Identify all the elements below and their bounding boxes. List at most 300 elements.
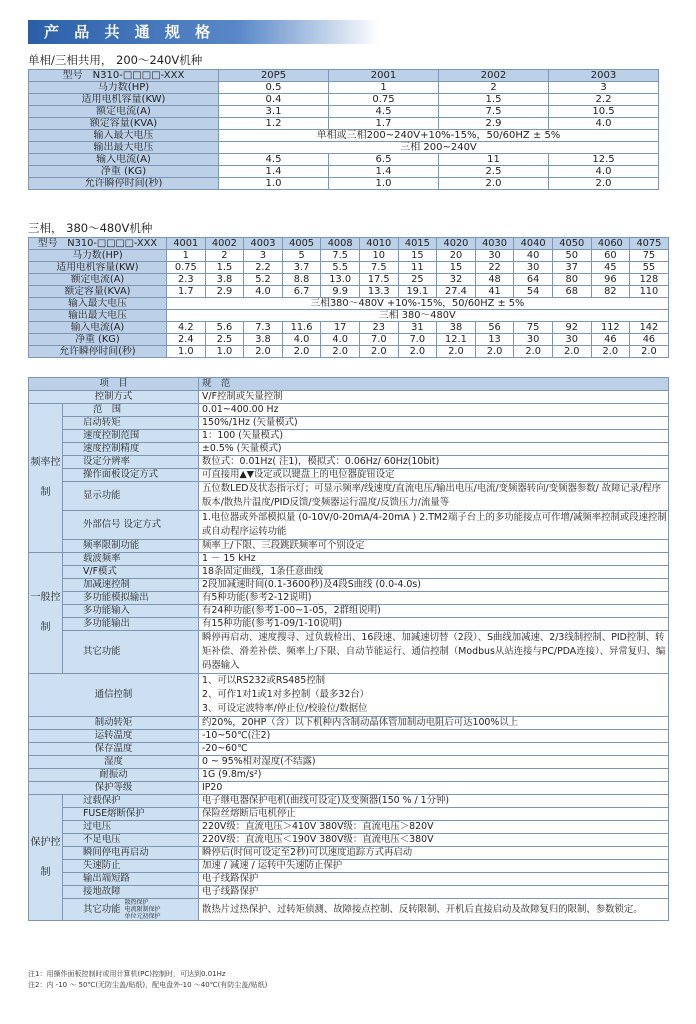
row-label-cell: 输入电流(A) xyxy=(29,322,167,334)
value-cell: 2.2 xyxy=(549,94,659,106)
model-cell: 4040 xyxy=(514,238,553,250)
value-cell: 75 xyxy=(630,250,669,262)
table-row xyxy=(29,334,669,346)
value-cell: 17 xyxy=(321,322,360,334)
table-row xyxy=(29,456,669,469)
footnote-2: 注2：内 -10 ～ 50℃(无防尘盖/贴纸)，配电盘外-10 ～40℃(有防尘盖/贴纸) xyxy=(28,981,268,989)
value-cell: 1.7 xyxy=(167,286,206,298)
spec-label: 设定分辨率 xyxy=(63,456,199,469)
value-cell: 5.6 xyxy=(205,322,244,334)
value-cell: 75 xyxy=(514,322,553,334)
table-row xyxy=(29,166,659,178)
spec-label-text: 过电压 xyxy=(83,821,112,832)
value-cell: 0.5 xyxy=(219,82,329,94)
value-cell: 82 xyxy=(591,286,630,298)
row-label-cell: 输入最大电压 xyxy=(29,130,219,142)
section2-title: 三相， 380～480V机种 xyxy=(28,221,153,235)
value-cell: 13.0 xyxy=(321,274,360,286)
spec-label-text: 其它功能 xyxy=(83,904,121,915)
spec-label xyxy=(63,795,199,808)
table-row xyxy=(29,873,669,886)
table-row xyxy=(29,717,669,730)
value-cell: 2 xyxy=(439,82,549,94)
value-cell: 80 xyxy=(552,274,591,286)
spec-value: 保险丝熔断后电机停止 xyxy=(199,808,669,821)
value-cell: 2.0 xyxy=(475,346,514,358)
spec-label: 控制方式 xyxy=(29,391,199,404)
value-cell: 1.5 xyxy=(205,262,244,274)
row-label-cell: 净重 (KG) xyxy=(29,166,219,178)
table-row xyxy=(29,417,669,430)
table-row xyxy=(29,592,669,605)
model-cell: 4030 xyxy=(475,238,514,250)
value-cell: 2.0 xyxy=(552,346,591,358)
value-cell: 30 xyxy=(514,334,553,346)
footnotes xyxy=(28,969,267,991)
value-cell: 1.0 xyxy=(219,178,329,190)
spec-label-text: 接地故障 xyxy=(83,886,121,897)
spec-label-text: FUSE熔断保护 xyxy=(83,808,145,819)
row-label-cell: 净重 (KG) xyxy=(29,334,167,346)
spec-value: 1 － 15 kHz xyxy=(199,553,669,566)
value-cell: 48 xyxy=(475,274,514,286)
row-label-cell: 额定容量(KVA) xyxy=(29,118,219,130)
spec-label: 湿度 xyxy=(29,756,199,769)
model-cell: 4075 xyxy=(630,238,669,250)
value-cell: 1.4 xyxy=(219,166,329,178)
value-cell: 38 xyxy=(437,322,476,334)
spec-value: ±0.5% (矢量模式) xyxy=(199,443,669,456)
table-row xyxy=(29,769,669,782)
table-row xyxy=(29,511,669,540)
spec-table-400v xyxy=(28,237,669,358)
general-group-label: 一般控制 xyxy=(29,553,63,674)
value-cell: 4.0 xyxy=(244,286,283,298)
value-cell: 9.9 xyxy=(321,286,360,298)
value-cell: 31 xyxy=(398,322,437,334)
value-cell: 12.5 xyxy=(549,154,659,166)
value-cell: 2.4 xyxy=(167,334,206,346)
value-cell: 15 xyxy=(437,262,476,274)
value-cell: 56 xyxy=(475,322,514,334)
value-cell: 7.3 xyxy=(244,322,283,334)
value-cell: 1.5 xyxy=(439,94,549,106)
spec-value: 瞬停再启动、速度搜寻、过负载检出、16段速、加减速切替（2段）、S曲线加减速、2/3线制控制、PID控制、转矩补偿、滑差补偿、频率上/下限、自动节能运行、通信控制（Modbus从站连接与PC/PDA连接）、异常复归、编码器输入 xyxy=(199,631,669,674)
protect-group-label: 保护控制 xyxy=(29,795,63,921)
spec-label xyxy=(63,899,199,921)
value-cell: 2.3 xyxy=(167,274,206,286)
value-cell: 11 xyxy=(398,262,437,274)
value-cell: 2.2 xyxy=(244,262,283,274)
model-cell: 4005 xyxy=(282,238,321,250)
value-cell: 30 xyxy=(475,250,514,262)
table-row xyxy=(29,378,669,391)
spec-label xyxy=(63,834,199,847)
value-cell: 96 xyxy=(591,274,630,286)
value-cell: 2.0 xyxy=(630,346,669,358)
value-cell: 4.0 xyxy=(549,166,659,178)
table-row xyxy=(29,298,669,310)
spec-label xyxy=(63,886,199,899)
sub-label: 散热保护 xyxy=(124,899,149,906)
table-row xyxy=(29,605,669,618)
value-cell: 40 xyxy=(514,250,553,262)
row-label-cell: 适用电机容量(KW) xyxy=(29,262,167,274)
row-label-cell: 额定电流(A) xyxy=(29,106,219,118)
value-cell: 0.75 xyxy=(329,94,439,106)
value-cell: 1.4 xyxy=(329,166,439,178)
spec-value: 五位数LED及状态指示灯；可显示频率/线速度/直流电压/输出电压/电流/变频器转向/变频器参数/ 故障记录/程序版本/散热片温度/PID反馈/变频器运行温度/反馈压力/流量等 xyxy=(199,482,669,511)
model-cell: 4003 xyxy=(244,238,283,250)
model-cell: 4001 xyxy=(167,238,206,250)
model-cell: 4015 xyxy=(398,238,437,250)
spec-value: 有24种功能(参考1-00~1-05，2群组说明) xyxy=(199,605,669,618)
table-row xyxy=(29,808,669,821)
value-cell: 60 xyxy=(591,250,630,262)
value-cell: 3.8 xyxy=(244,334,283,346)
spec-value: 18条固定曲线，1条任意曲线 xyxy=(199,566,669,579)
model-cell: 2001 xyxy=(329,70,439,82)
spec-label: V/F模式 xyxy=(63,566,199,579)
value-cell: 2.0 xyxy=(549,178,659,190)
spec-label xyxy=(63,847,199,860)
spec-label xyxy=(63,873,199,886)
value-cell: 37 xyxy=(552,262,591,274)
spec-label-text: 输出端短路 xyxy=(83,873,130,884)
model-cell: 20P5 xyxy=(219,70,329,82)
spec-value: 散热片过热保护、过转矩侦测、故障接点控制、反转限制、开机后直接启动及故障复归的限制、参数锁定。 xyxy=(199,899,669,921)
value-cell: 2.0 xyxy=(439,178,549,190)
table-row xyxy=(29,391,669,404)
value-cell: 1 xyxy=(167,250,206,262)
spec-value: 1G (9.8m/s²) xyxy=(199,769,669,782)
spec-value: 220V级：直流电压＜190V 380V级：直流电压＜380V xyxy=(199,834,669,847)
value-cell: 45 xyxy=(591,262,630,274)
spec-label: 外部信号 设定方式 xyxy=(63,511,199,540)
value-cell: 1 xyxy=(329,82,439,94)
value-cell: 128 xyxy=(630,274,669,286)
value-cell: 92 xyxy=(552,322,591,334)
value-cell: 20 xyxy=(437,250,476,262)
table-row xyxy=(29,618,669,631)
value-cell: 112 xyxy=(591,322,630,334)
value-cell: 2.9 xyxy=(439,118,549,130)
value-cell: 30 xyxy=(552,334,591,346)
table-row xyxy=(29,82,659,94)
spec-label-text: 瞬间停电再启动 xyxy=(83,847,149,858)
table-row xyxy=(29,469,669,482)
spec-value: 电子线路保护 xyxy=(199,886,669,899)
row-label-cell: 额定电流(A) xyxy=(29,274,167,286)
value-cell: 3.8 xyxy=(205,274,244,286)
row-label-cell: 输出最大电压 xyxy=(29,310,167,322)
spec-table-200v xyxy=(28,69,659,190)
value-cell: 15 xyxy=(398,250,437,262)
value-cell: 4.2 xyxy=(167,322,206,334)
value-cell: 1.0 xyxy=(205,346,244,358)
value-cell: 2.0 xyxy=(282,346,321,358)
value-cell: 4.0 xyxy=(321,334,360,346)
value-cell: 1.0 xyxy=(329,178,439,190)
spec-value: 2段加减速时间(0.1-3600秒)及4段S曲线 (0.0-4.0s) xyxy=(199,579,669,592)
value-cell: 2.0 xyxy=(398,346,437,358)
value-cell: 8.8 xyxy=(282,274,321,286)
spec-value: 可直接用▲▼设定或以键盘上的电位器旋钮设定 xyxy=(199,469,669,482)
value-cell: 13.3 xyxy=(359,286,398,298)
model-cell: 2003 xyxy=(549,70,659,82)
table-row xyxy=(29,579,669,592)
value-cell: 4.0 xyxy=(549,118,659,130)
value-cell: 2.0 xyxy=(244,346,283,358)
value-cell: 55 xyxy=(630,262,669,274)
spec-label: 频率限制功能 xyxy=(63,540,199,553)
table-row xyxy=(29,404,669,417)
value-cell: 11.6 xyxy=(282,322,321,334)
spec-value: V/F控制或矢量控制 xyxy=(199,391,669,404)
value-cell: 7.5 xyxy=(359,262,398,274)
value-cell: 7.5 xyxy=(439,106,549,118)
value-cell: 30 xyxy=(514,262,553,274)
table-row xyxy=(29,821,669,834)
freq-group-label: 频率控制 xyxy=(29,404,63,553)
value-cell: 0.75 xyxy=(167,262,206,274)
value-cell: 41 xyxy=(475,286,514,298)
spec-label: 保存温度 xyxy=(29,743,199,756)
spec-value: 1.电位器或外部模拟量 (0-10V/0-20mA/4-20mA ) 2.TM2端子台上的多功能接点可作增/减频率控制或段速控制或自动程序运转功能 xyxy=(199,511,669,540)
row-label-cell: 马力数(HP) xyxy=(29,82,219,94)
row-label-cell: 输入电流(A) xyxy=(29,154,219,166)
comm-value xyxy=(199,674,669,717)
value-cell: 3.7 xyxy=(282,262,321,274)
spec-value: 1：100 (矢量模式) xyxy=(199,430,669,443)
value-cell: 13 xyxy=(475,334,514,346)
sub-label: 单位元初保护 xyxy=(124,913,161,920)
spec-label xyxy=(63,860,199,873)
model-label-cell: 型号 N310-□□□□-XXX xyxy=(29,70,219,82)
row-label-cell: 输入最大电压 xyxy=(29,298,167,310)
spec-label: 速度控制范围 xyxy=(63,430,199,443)
spec-value: 有15种功能(参考1-09/1-10说明) xyxy=(199,618,669,631)
spec-label: 启动转矩 xyxy=(63,417,199,430)
spec-value: 频率上/下限、三段跳跃频率可个别设定 xyxy=(199,540,669,553)
value-cell: 54 xyxy=(514,286,553,298)
row-label-cell: 马力数(HP) xyxy=(29,250,167,262)
value-cell: 64 xyxy=(514,274,553,286)
value-cell: 6.7 xyxy=(282,286,321,298)
spec-value: -20~60℃ xyxy=(199,743,669,756)
table-row xyxy=(29,310,669,322)
value-cell: 0.4 xyxy=(219,94,329,106)
spec-label: 范 围 xyxy=(63,404,199,417)
value-cell: 46 xyxy=(630,334,669,346)
row-label-cell: 允许瞬停时间(秒) xyxy=(29,346,167,358)
table-row xyxy=(29,631,669,674)
spec-label: 其它功能 xyxy=(63,631,199,674)
spec-value: 有5种功能(参考2-12说明) xyxy=(199,592,669,605)
table-row xyxy=(29,782,669,795)
spec-label: 耐振动 xyxy=(29,769,199,782)
comm-line: 3、可设定波特率/停止位/校验位/数据位 xyxy=(202,703,368,714)
value-cell: 1.0 xyxy=(167,346,206,358)
comm-line: 2、可作1对1或1对多控制（最多32台） xyxy=(202,689,370,700)
value-cell: 110 xyxy=(630,286,669,298)
value-cell: 2.9 xyxy=(205,286,244,298)
row-label-cell: 输出最大电压 xyxy=(29,142,219,154)
value-cell: 11 xyxy=(439,154,549,166)
spec-label: 多功能模拟输出 xyxy=(63,592,199,605)
value-cell: 1.7 xyxy=(329,118,439,130)
value-cell: 68 xyxy=(552,286,591,298)
model-label-cell: 型号 N310-□□□□-XXX xyxy=(29,238,167,250)
table-row xyxy=(29,178,659,190)
table-row xyxy=(29,860,669,873)
value-cell: 4.5 xyxy=(329,106,439,118)
table-row xyxy=(29,834,669,847)
table-row xyxy=(29,566,669,579)
table-row xyxy=(29,346,669,358)
footnote-1: 注1：用操作面板控制时或用计算机(PC)控制时，可达到0.01Hz xyxy=(28,970,226,978)
table-row xyxy=(29,553,669,566)
value-cell: 2.0 xyxy=(359,346,398,358)
spec-value: 约20%，20HP（含）以下机种内含制动晶体管加制动电阻后可达100%以上 xyxy=(199,717,669,730)
row-label-cell: 额定容量(KVA) xyxy=(29,286,167,298)
value-cell: 3.1 xyxy=(219,106,329,118)
spec-value: 瞬停后(时间可设定至2秒)可以速度追踪方式再启动 xyxy=(199,847,669,860)
model-cell: 4010 xyxy=(359,238,398,250)
value-cell: 2 xyxy=(205,250,244,262)
table-row xyxy=(29,118,659,130)
model-cell: 4002 xyxy=(205,238,244,250)
spec-label: 运转温度 xyxy=(29,730,199,743)
value-cell: 5.2 xyxy=(244,274,283,286)
table-row xyxy=(29,286,669,298)
value-cell: 10 xyxy=(359,250,398,262)
page-title: 产 品 共 通 规 格 xyxy=(28,20,380,44)
spec-label: 多功能输入 xyxy=(63,605,199,618)
table-row xyxy=(29,482,669,511)
spec-value: IP20 xyxy=(199,782,669,795)
spec-head-item: 项 目 xyxy=(29,378,199,391)
value-cell: 46 xyxy=(591,334,630,346)
value-cell: 6.5 xyxy=(329,154,439,166)
span-value-cell: 三相380～480V +10%-15%，50/60HZ ± 5% xyxy=(167,298,669,310)
spec-value: 数位式：0.01Hz( 注1)，模拟式：0.06Hz/ 60Hz(10bit) xyxy=(199,456,669,469)
value-cell: 142 xyxy=(630,322,669,334)
model-cell: 4020 xyxy=(437,238,476,250)
spec-label: 通信控制 xyxy=(29,674,199,717)
section1-title: 单相/三相共用， 200～240V机种 xyxy=(28,53,203,67)
value-cell: 2.5 xyxy=(439,166,549,178)
table-row xyxy=(29,795,669,808)
span-value-cell: 三相 200~240V xyxy=(219,142,659,154)
value-cell: 25 xyxy=(398,274,437,286)
table-row xyxy=(29,430,669,443)
table-header-row xyxy=(29,238,669,250)
value-cell: 5 xyxy=(282,250,321,262)
value-cell: 5.5 xyxy=(321,262,360,274)
value-cell: 27.4 xyxy=(437,286,476,298)
table-row xyxy=(29,130,659,142)
spec-label-text: 不足电压 xyxy=(83,834,121,845)
row-label-cell: 允许瞬停时间(秒) xyxy=(29,178,219,190)
spec-label xyxy=(63,821,199,834)
model-cell: 4050 xyxy=(552,238,591,250)
value-cell: 19.1 xyxy=(398,286,437,298)
value-cell: 3 xyxy=(549,82,659,94)
table-row xyxy=(29,443,669,456)
table-row xyxy=(29,94,659,106)
comm-line: 1、可以RS232或RS485控制 xyxy=(202,675,325,686)
spec-label: 制动转矩 xyxy=(29,717,199,730)
value-cell: 10.5 xyxy=(549,106,659,118)
spec-value: 0.01~400.00 Hz xyxy=(199,404,669,417)
value-cell: 4.0 xyxy=(282,334,321,346)
model-cell: 4008 xyxy=(321,238,360,250)
value-cell: 2.5 xyxy=(205,334,244,346)
table-row xyxy=(29,743,669,756)
span-value-cell: 三相 380～480V xyxy=(167,310,669,322)
spec-head-spec: 规 范 xyxy=(199,378,669,391)
value-cell: 2.0 xyxy=(591,346,630,358)
table-row xyxy=(29,674,669,717)
sub-label-list xyxy=(125,899,161,920)
table-row xyxy=(29,899,669,921)
spec-value: 电子线路保护 xyxy=(199,873,669,886)
table-row xyxy=(29,730,669,743)
table-row xyxy=(29,274,669,286)
value-cell: 32 xyxy=(437,274,476,286)
table-row xyxy=(29,847,669,860)
table-row xyxy=(29,262,669,274)
spec-label-text: 失速防止 xyxy=(83,860,121,871)
spec-value: 电子继电器保护电机(曲线可设定)及变频器(150 % / 1分钟) xyxy=(199,795,669,808)
table-row xyxy=(29,322,669,334)
value-cell: 4.5 xyxy=(219,154,329,166)
row-label-cell: 适用电机容量(KW) xyxy=(29,94,219,106)
value-cell: 1.2 xyxy=(219,118,329,130)
model-cell: 4060 xyxy=(591,238,630,250)
spec-label: 多功能输出 xyxy=(63,618,199,631)
value-cell: 50 xyxy=(552,250,591,262)
model-cell: 2002 xyxy=(439,70,549,82)
table-row xyxy=(29,106,659,118)
spec-value: 150%/1Hz (矢量模式) xyxy=(199,417,669,430)
value-cell: 2.0 xyxy=(514,346,553,358)
sub-label: 电流限制保护 xyxy=(124,906,161,913)
value-cell: 22 xyxy=(475,262,514,274)
table-row xyxy=(29,886,669,899)
general-spec-table xyxy=(28,377,669,921)
value-cell: 23 xyxy=(359,322,398,334)
table-row xyxy=(29,756,669,769)
value-cell: 12.1 xyxy=(437,334,476,346)
value-cell: 2.0 xyxy=(437,346,476,358)
value-cell: 7.0 xyxy=(359,334,398,346)
table-row xyxy=(29,154,659,166)
spec-label: 速度控制精度 xyxy=(63,443,199,456)
table-row xyxy=(29,142,659,154)
value-cell: 17.5 xyxy=(359,274,398,286)
spec-label: 显示功能 xyxy=(63,482,199,511)
table-header-row xyxy=(29,70,659,82)
value-cell: 7.5 xyxy=(321,250,360,262)
value-cell: 7.0 xyxy=(398,334,437,346)
spec-value: 220V级：直流电压＞410V 380V级：直流电压＞820V xyxy=(199,821,669,834)
span-value-cell: 单相或三相200~240V+10%-15%，50/60HZ ± 5% xyxy=(219,130,659,142)
spec-label: 操作面板设定方式 xyxy=(63,469,199,482)
spec-label xyxy=(63,808,199,821)
spec-label: 加减速控制 xyxy=(63,579,199,592)
